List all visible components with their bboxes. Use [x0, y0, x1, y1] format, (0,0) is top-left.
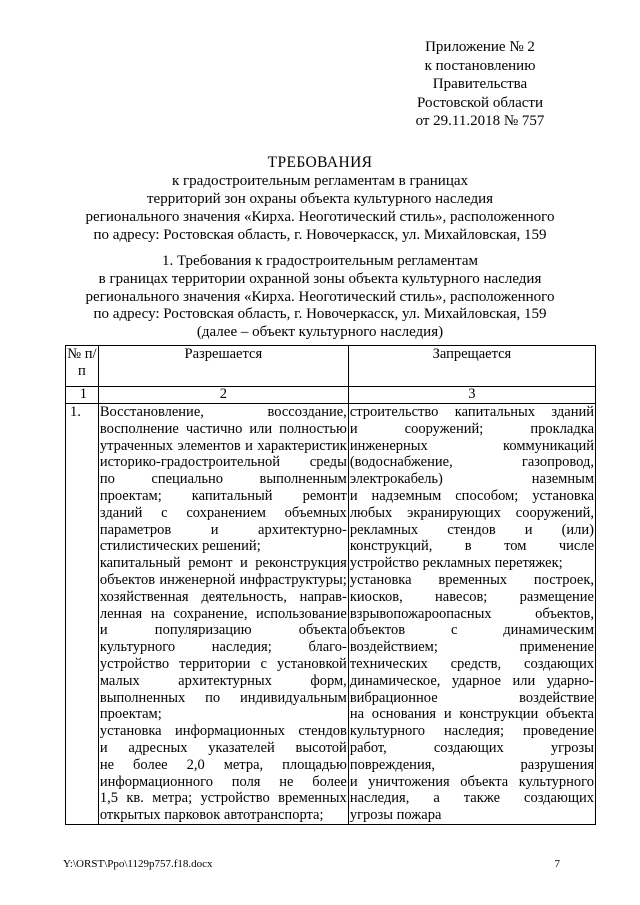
- forbidden-line: угрозы пожара: [349, 807, 442, 824]
- forbidden-line: и надземным способом; установка: [349, 487, 594, 504]
- forbidden-line: установка временных построек,: [349, 571, 594, 588]
- appendix-line: Правительства: [432, 76, 528, 92]
- file-path: Y:\ORST\Ppo\1129p757.f18.docx: [63, 858, 213, 870]
- header-allowed: Разрешается: [98, 346, 348, 387]
- forbidden-line: любых экранирующих сооружений,: [349, 504, 594, 521]
- allowed-line: устройство территории с установкой: [99, 655, 347, 672]
- forbidden-line: конструкций, в том числе: [349, 538, 594, 555]
- forbidden-line: технических средств, создающих: [349, 655, 594, 672]
- forbidden-line: на основания и конструкции объекта: [349, 706, 594, 723]
- title-line: по адресу: Ростовская область, г. Новочеркасск, ул. Михайловская, 159: [93, 227, 547, 243]
- title-heading: ТРЕБОВАНИЯ: [267, 154, 373, 171]
- appendix-line: от 29.11.2018 № 757: [415, 113, 545, 129]
- allowed-line: хозяйственная деятельность, направ-: [99, 588, 347, 605]
- forbidden-line: киосков, навесов; размещение: [349, 588, 594, 605]
- colnum-1: 1: [66, 387, 99, 404]
- allowed-line: историко-градостроительной среды: [99, 454, 347, 471]
- allowed-line: проектам;: [99, 706, 162, 723]
- allowed-line: и популяризацию объекта: [99, 622, 347, 639]
- title-line: регионального значения «Кирха. Неоготический стиль», расположенного: [85, 209, 555, 225]
- section-line: по адресу: Ростовская область, г. Новочеркасск, ул. Михайловская, 159: [93, 306, 547, 323]
- column-number-row: [66, 387, 596, 404]
- section-line: 1. Требования к градостроительным регламентам: [161, 253, 479, 269]
- forbidden-line: устройство рекламных перетяжек;: [349, 555, 563, 572]
- allowed-line: не более 2,0 метра, площадью: [99, 756, 347, 773]
- appendix-line: Приложение № 2: [425, 39, 535, 55]
- allowed-line: открытых парковок автотранспорта;: [99, 807, 324, 824]
- forbidden-line: и сооружений; прокладка: [349, 420, 594, 437]
- allowed-line: утраченных элементов и характеристик: [99, 437, 347, 454]
- allowed-line: информационного поля не более: [99, 773, 347, 790]
- colnum-3: 3: [348, 387, 595, 404]
- section-line: в границах территории охранной зоны объекта культурного наследия: [98, 270, 542, 287]
- document-title: [60, 154, 580, 244]
- allowed-line: ленная на сохранение, использование: [99, 605, 347, 622]
- forbidden-line: строительство капитальных зданий: [349, 404, 594, 420]
- allowed-line: культурного наследия; благо-: [99, 639, 347, 656]
- forbidden-cell: [348, 404, 595, 825]
- allowed-line: 1,5 кв. метра; устройство временных: [99, 790, 347, 807]
- title-line: к градостроительным регламентам в границах: [171, 173, 469, 189]
- colnum-2: 2: [98, 387, 348, 404]
- forbidden-line: культурного наследия; проведение: [349, 723, 594, 740]
- section-line: регионального значения «Кирха. Неоготический стиль», расположенного: [85, 288, 555, 305]
- forbidden-line: инженерных коммуникаций: [349, 437, 594, 454]
- allowed-line: объектов инженерной инфраструктуры;: [99, 571, 347, 588]
- allowed-line: параметров и архитектурно-: [99, 521, 347, 538]
- allowed-cell: [98, 404, 348, 825]
- forbidden-line: электрокабель) наземным: [349, 471, 594, 488]
- row-number: 1.: [66, 404, 99, 825]
- header-num: № п/п: [66, 346, 99, 387]
- title-line: территорий зон охраны объекта культурного наследия: [147, 191, 493, 207]
- allowed-line: установка информационных стендов: [99, 723, 347, 740]
- section-heading: [60, 253, 580, 342]
- allowed-line: малых архитектурных форм,: [99, 672, 347, 689]
- allowed-line: выполненных по индивидуальным: [99, 689, 347, 706]
- forbidden-line: наследия, а также создающих: [349, 790, 594, 807]
- forbidden-line: воздействием; применение: [349, 639, 594, 656]
- forbidden-text: [350, 404, 594, 824]
- forbidden-line: вибрационное воздействие: [349, 689, 594, 706]
- requirements-table: [65, 345, 596, 825]
- header-forbidden: Запрещается: [348, 346, 595, 387]
- forbidden-line: объектов с динамическим: [349, 622, 594, 639]
- page-number: 7: [554, 858, 560, 870]
- allowed-text: [100, 404, 347, 824]
- forbidden-line: повреждения, разрушения: [349, 756, 594, 773]
- forbidden-line: рекламных стендов и (или): [349, 521, 594, 538]
- appendix-line: к постановлению: [424, 57, 536, 74]
- table-row: [66, 404, 596, 825]
- allowed-line: Восстановление, воссоздание,: [99, 404, 347, 420]
- allowed-line: и адресных указателей высотой: [99, 739, 347, 756]
- allowed-line: по специально выполненным: [99, 471, 347, 488]
- forbidden-line: динамическое, ударное или ударно-: [349, 672, 594, 689]
- allowed-line: зданий с сохранением объемных: [99, 504, 347, 521]
- section-line: (далее – объект культурного наследия): [196, 324, 444, 341]
- allowed-line: проектам; капитальный ремонт: [99, 487, 347, 504]
- forbidden-line: работ, создающих угрозы: [349, 739, 594, 756]
- allowed-line: восполнение частично или полностью: [99, 420, 347, 437]
- allowed-line: стилистических решений;: [99, 538, 261, 555]
- forbidden-line: взрывопожароопасных объектов,: [349, 605, 594, 622]
- appendix-block: [395, 38, 565, 131]
- forbidden-line: (водоснабжение, газопровод,: [349, 454, 594, 471]
- table-header-row: [66, 346, 596, 387]
- allowed-line: капитальный ремонт и реконструкция: [99, 555, 347, 572]
- appendix-line: Ростовской области: [417, 94, 543, 111]
- forbidden-line: и уничтожения объекта культурного: [349, 773, 594, 790]
